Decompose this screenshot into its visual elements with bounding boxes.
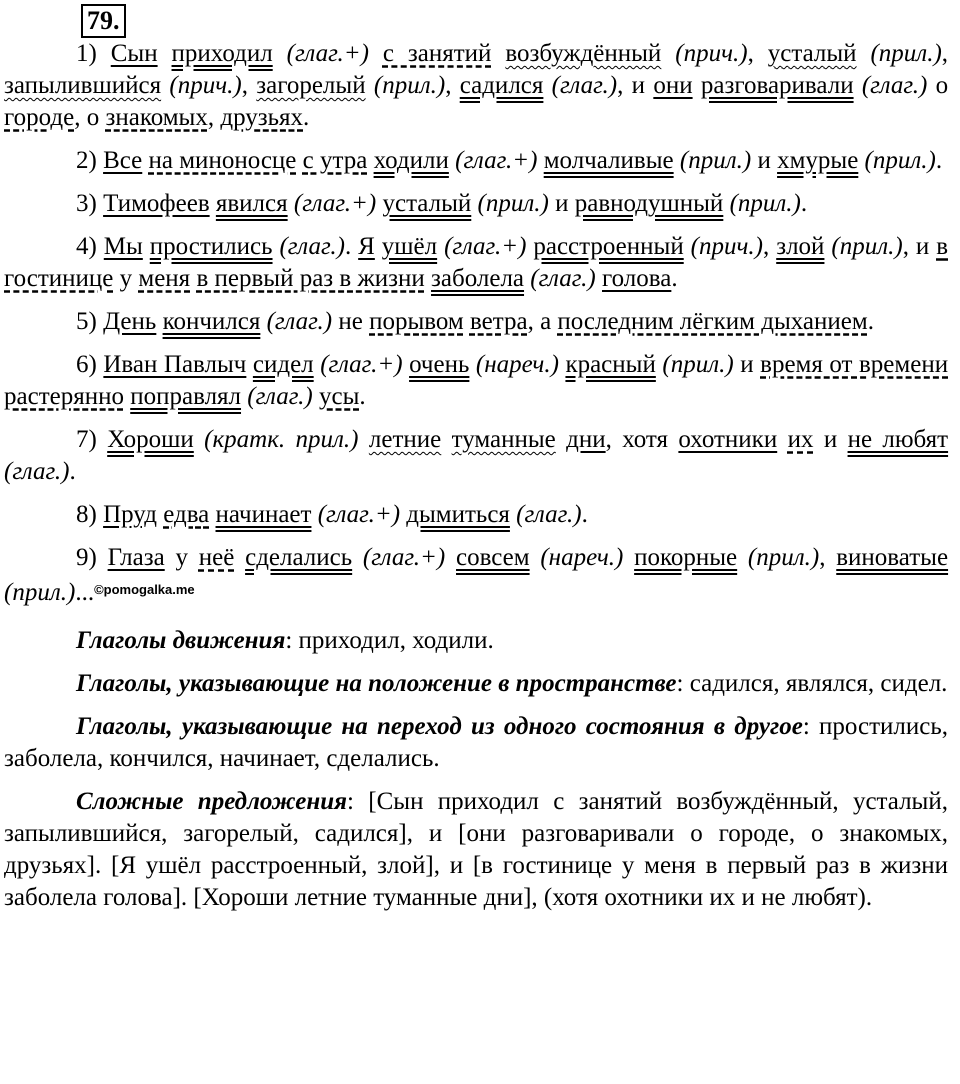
text-segment: дымиться [406,501,510,528]
group-motion-verbs [4,625,948,657]
text-segment: : садился, являлся, сидел. [676,670,948,697]
text-segment: (прил.) [477,190,549,217]
text-segment: друзьях [220,104,304,131]
text-segment: очень [409,351,470,378]
text-segment: . [303,104,310,131]
sentence-5 [4,306,948,338]
text-segment: не любят [847,426,949,453]
text-segment: (прил.) [729,190,801,217]
text-segment: ушёл [381,233,438,260]
text-segment: (нареч.) [475,351,559,378]
text-segment: Мы [103,233,143,260]
text-segment: (прил.) [373,72,446,99]
text-segment: : простились, заболела, кончился, начинает, сделались. [4,713,948,772]
text-segment: 9) [76,544,108,571]
text-segment: ходили [373,147,449,174]
text-segment: знакомых [105,104,208,131]
text-segment: возбуждённый [505,40,662,67]
text-segment: . [671,265,678,292]
text-segment: и [757,147,771,174]
text-segment: . [935,147,943,174]
text-segment: заболела [431,265,525,292]
text-segment: (глаг.+) [362,544,446,571]
text-segment: расстроенный [533,233,684,260]
text-segment: (глаг.+) [320,351,403,378]
text-segment: (глаг.) [516,501,582,528]
text-segment: (глаг.) [4,458,70,485]
text-segment: и [740,351,754,378]
text-segment: ветра [469,308,528,335]
exercise-content [4,38,948,925]
text-segment: красный [565,351,656,378]
text-segment: растерянно [4,383,124,410]
text-segment: злой [776,233,825,260]
text-segment: (глаг.) [551,72,618,99]
text-segment: . [359,383,366,410]
group-state-change-verbs [4,711,948,775]
text-segment: (нареч.) [540,544,624,571]
sentence-2 [4,145,948,177]
predicate: приходил [171,40,273,67]
sentence-4 [4,231,948,295]
text-segment: , [941,40,949,67]
group-position-verbs [4,668,948,700]
text-segment: 5) [76,308,104,335]
group-complex-sentences [4,786,948,914]
text-segment: , [207,104,215,131]
text-segment: (глаг.) [266,308,333,335]
text-segment: порывом [369,308,464,335]
text-segment: и [823,426,838,453]
text-segment: 1) [76,40,111,67]
text-segment: (прич.) [675,40,748,67]
text-segment: , хотя [605,426,669,453]
text-segment: День [103,308,157,335]
text-segment: и [555,190,569,217]
text-segment: , [241,72,248,99]
text-segment: , [747,40,754,67]
text-segment: простились [149,233,273,260]
text-segment: на миноносце [148,147,297,174]
text-segment: Хороши [107,426,194,453]
text-segment: голова [602,265,672,292]
text-segment: запылившийся [4,72,162,99]
text-segment: (прич.) [690,233,763,260]
sentence-3 [4,188,948,220]
text-segment: (прил.) [4,579,76,606]
text-segment: загорелый [256,72,366,99]
text-segment: 7) [76,426,108,453]
text-segment: они [653,72,693,99]
text-segment: усы [318,383,360,410]
text-segment: в гостинице [4,233,949,292]
text-segment: 8) [76,501,104,528]
sentence-9 [4,542,948,609]
text-segment: (кратк. прил.) [204,426,359,453]
text-segment: дни [566,426,606,453]
text-segment: меня [138,265,191,292]
text-segment: время от времени [760,351,949,378]
text-segment: (глаг.) [279,233,345,260]
text-segment: с утра [302,147,368,174]
text-segment: Я [358,233,375,260]
text-segment: едва [163,501,210,528]
text-segment: (прил.) [870,40,942,67]
text-segment: (прил.) [831,233,903,260]
text-segment: их [787,426,814,453]
text-segment: охотники [678,426,778,453]
text-segment: последним лёгким дыханием [557,308,868,335]
text-segment: , и [617,72,646,99]
text-segment: хмурые [777,147,859,174]
text-segment: с занятий [382,40,492,67]
text-segment: (прил.) [662,351,734,378]
sentence-7 [4,424,948,488]
text-segment: туманные [451,426,556,453]
text-segment: городе [4,104,75,131]
text-segment: молчаливые [543,147,674,174]
text-segment: 3) [76,190,104,217]
text-segment: усталый [382,190,472,217]
text-segment: (прил.) [864,147,936,174]
text-segment: Глаголы, указывающие на переход из одного состояния в другое [76,713,803,740]
text-segment: : [Сын приходил с занятий возбуждённый, усталый, запылившийся, загорелый, садился], и [они разговаривали о городе, о знакомых, друзьях]. [Я ушёл расстроенный, злой], и [в гостинице у меня в первый раз в жизни заболела голова]. [Хороши летние туманные дни], (хотя охотники их и не любят). [4,788,948,911]
text-segment: Иван Павлыч [103,351,247,378]
text-segment: . [581,501,588,528]
text-segment: . [344,233,352,260]
text-segment: , о [74,104,100,131]
text-segment: (прил.) [747,544,820,571]
text-segment: неё [198,544,235,571]
text-segment: 6) [76,351,104,378]
text-segment: виноватые [836,544,949,571]
text-segment: , и [902,233,930,260]
text-segment: кончился [162,308,261,335]
text-segment: у [119,265,133,292]
text-segment: Глаголы, указывающие на положение в пространстве [76,670,677,697]
text-segment: (глаг.) [247,383,313,410]
text-segment: в первый раз в жизни [196,265,425,292]
watermark: ©pomogalka.me [94,582,195,597]
text-segment: , [445,72,452,99]
text-segment: , [763,233,770,260]
text-segment: сидел [252,351,314,378]
text-segment: явился [215,190,288,217]
text-segment: : приходил, ходили. [285,627,494,654]
text-segment: садился [459,72,544,99]
text-segment: начинает [215,501,312,528]
text-segment: у [175,544,188,571]
text-segment: (прич.) [169,72,242,99]
text-segment: Тимофеев [103,190,210,217]
sentence-1 [4,38,948,134]
text-segment: (глаг.+) [455,147,538,174]
text-segment: (глаг.+) [286,40,369,67]
text-segment: усталый [767,40,857,67]
text-segment: , [819,544,826,571]
text-segment: сделались [245,544,353,571]
text-segment: Глаза [107,544,165,571]
text-segment: (глаг.+) [317,501,401,528]
text-segment: ... [75,579,95,606]
text-segment: 4) [76,233,104,260]
text-segment: Все [103,147,143,174]
text-segment: (глаг.+) [293,190,377,217]
sentence-6 [4,349,948,413]
text-segment: . [867,308,874,335]
text-segment: (прил.) [679,147,752,174]
text-segment: . [69,458,76,485]
text-segment: Пруд [103,501,157,528]
text-segment: поправлял [130,383,242,410]
text-segment: , а [527,308,552,335]
text-segment: разговаривали [700,72,854,99]
text-segment: 2) [76,147,104,174]
text-segment: (глаг.) [861,72,928,99]
text-segment: Глаголы движения [76,627,286,654]
text-segment: покорные [634,544,738,571]
text-segment: Сложные предложения [76,788,348,815]
text-segment: совсем [456,544,530,571]
text-segment: (глаг.+) [444,233,527,260]
text-segment: (глаг.) [530,265,596,292]
sentence-8 [4,499,948,531]
text-segment: . [800,190,808,217]
text-segment: равнодушный [574,190,724,217]
exercise-number: 79. [81,4,126,38]
text-segment: о [935,72,949,99]
text-segment: летние [368,426,442,453]
subject: Сын [110,40,158,67]
text-segment: не [338,308,363,335]
